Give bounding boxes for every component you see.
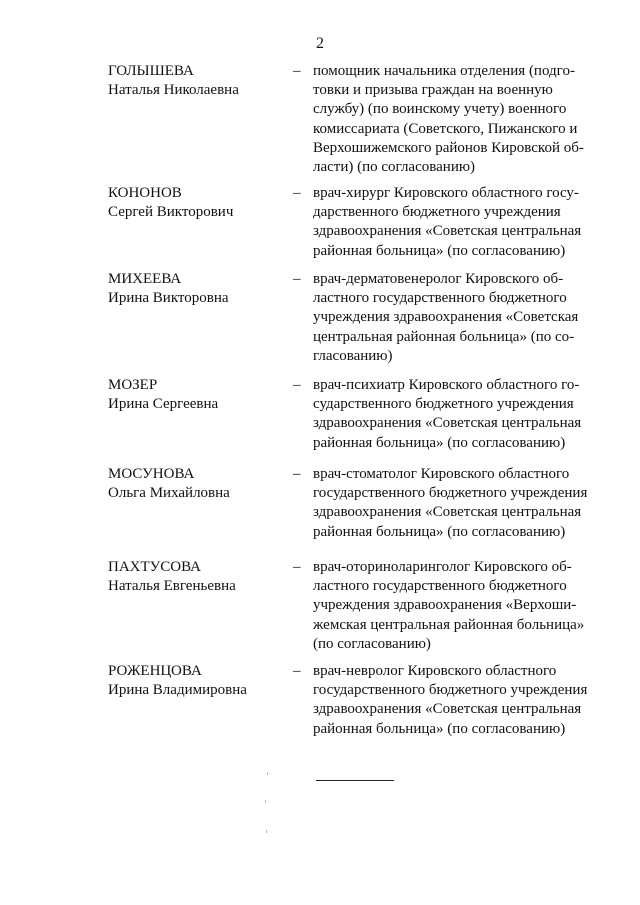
member-given-names: Ольга Михайловна — [108, 485, 230, 501]
position-line: Верхошижемского районов Кировской об- — [313, 139, 584, 156]
position-line: государственного бюджетного учреждения — [313, 485, 588, 502]
position-line: здравоохранения «Советская центральная — [313, 223, 582, 240]
position-line: здравоохранения «Советская центральная — [313, 504, 582, 521]
member-surname: КОНОНОВ — [108, 185, 182, 201]
dash-separator: – — [293, 377, 301, 393]
member-position — [313, 184, 596, 261]
position-line: ластного государственного бюджетного — [313, 578, 567, 595]
member-given-names: Ирина Владимировна — [108, 682, 247, 698]
position-line: помощник начальника отделения (подго- — [313, 63, 575, 79]
position-line: врач-дерматовенеролог Кировского об- — [313, 271, 564, 287]
position-line: гласованию) — [313, 347, 393, 364]
member-surname: МИХЕЕВА — [108, 271, 182, 287]
dash-separator: – — [293, 559, 301, 575]
position-line: дарственного бюджетного учреждения — [313, 204, 561, 221]
scan-artifact — [265, 800, 266, 803]
member-name — [108, 662, 288, 700]
member-name — [108, 465, 288, 503]
position-line: врач-хирург Кировского областного госу- — [313, 185, 579, 201]
position-line: врач-стоматолог Кировского областного — [313, 466, 570, 482]
scan-artifact — [267, 772, 268, 775]
member-name — [108, 270, 288, 308]
dash-separator: – — [293, 663, 301, 679]
member-position — [313, 270, 596, 366]
dash-separator: – — [293, 271, 301, 287]
member-name — [108, 62, 288, 100]
position-line: центральная районная больница» (по со- — [313, 328, 575, 345]
position-line: районная больница» (по согласованию) — [313, 720, 566, 737]
position-line: врач-оториноларинголог Кировского об- — [313, 559, 572, 575]
member-position — [313, 376, 596, 453]
position-line: сударственного бюджетного учреждения — [313, 396, 574, 413]
member-given-names: Наталья Евгеньевна — [108, 578, 236, 594]
dash-separator: – — [293, 63, 301, 79]
member-surname: МОСУНОВА — [108, 466, 195, 482]
position-line: районная больница» (по согласованию) — [313, 242, 566, 259]
member-name — [108, 376, 288, 414]
position-line: учреждения здравоохранения «Советская — [313, 309, 579, 326]
position-line: районная больница» (по согласованию) — [313, 434, 566, 451]
closing-rule-line — [316, 780, 394, 781]
member-name — [108, 558, 288, 596]
position-line: государственного бюджетного учреждения — [313, 682, 588, 699]
member-position — [313, 62, 596, 177]
position-line: службу) (по воинскому учету) военного — [313, 101, 567, 118]
position-line: товки и призыва граждан на военную — [313, 82, 553, 99]
position-line: комиссариата (Советского, Пижанского и — [313, 120, 578, 137]
member-position — [313, 662, 596, 739]
position-line: учреждения здравоохранения «Верхоши- — [313, 597, 577, 614]
dash-separator: – — [293, 185, 301, 201]
member-given-names: Сергей Викторович — [108, 204, 234, 220]
position-line: врач-психиатр Кировского областного го- — [313, 377, 580, 393]
position-line: ласти) (по согласованию) — [313, 159, 476, 176]
member-position — [313, 558, 596, 654]
dash-separator: – — [293, 466, 301, 482]
position-line: здравоохранения «Советская центральная — [313, 415, 582, 432]
page-number: 2 — [316, 35, 324, 52]
member-surname: ГОЛЫШЕВА — [108, 63, 194, 79]
member-surname: РОЖЕНЦОВА — [108, 663, 202, 679]
member-given-names: Наталья Николаевна — [108, 82, 239, 98]
position-line: районная больница» (по согласованию) — [313, 523, 566, 540]
member-position — [313, 465, 596, 542]
member-given-names: Ирина Викторовна — [108, 290, 229, 306]
member-name — [108, 184, 288, 222]
scan-artifact — [266, 830, 267, 833]
position-line: (по согласованию) — [313, 635, 431, 652]
member-surname: ПАХТУСОВА — [108, 559, 202, 575]
position-line: врач-невролог Кировского областного — [313, 663, 557, 679]
member-surname: МОЗЕР — [108, 377, 158, 393]
position-line: ластного государственного бюджетного — [313, 290, 567, 307]
position-line: жемская центральная районная больница» — [313, 616, 585, 633]
member-given-names: Ирина Сергеевна — [108, 396, 219, 412]
position-line: здравоохранения «Советская центральная — [313, 701, 582, 718]
